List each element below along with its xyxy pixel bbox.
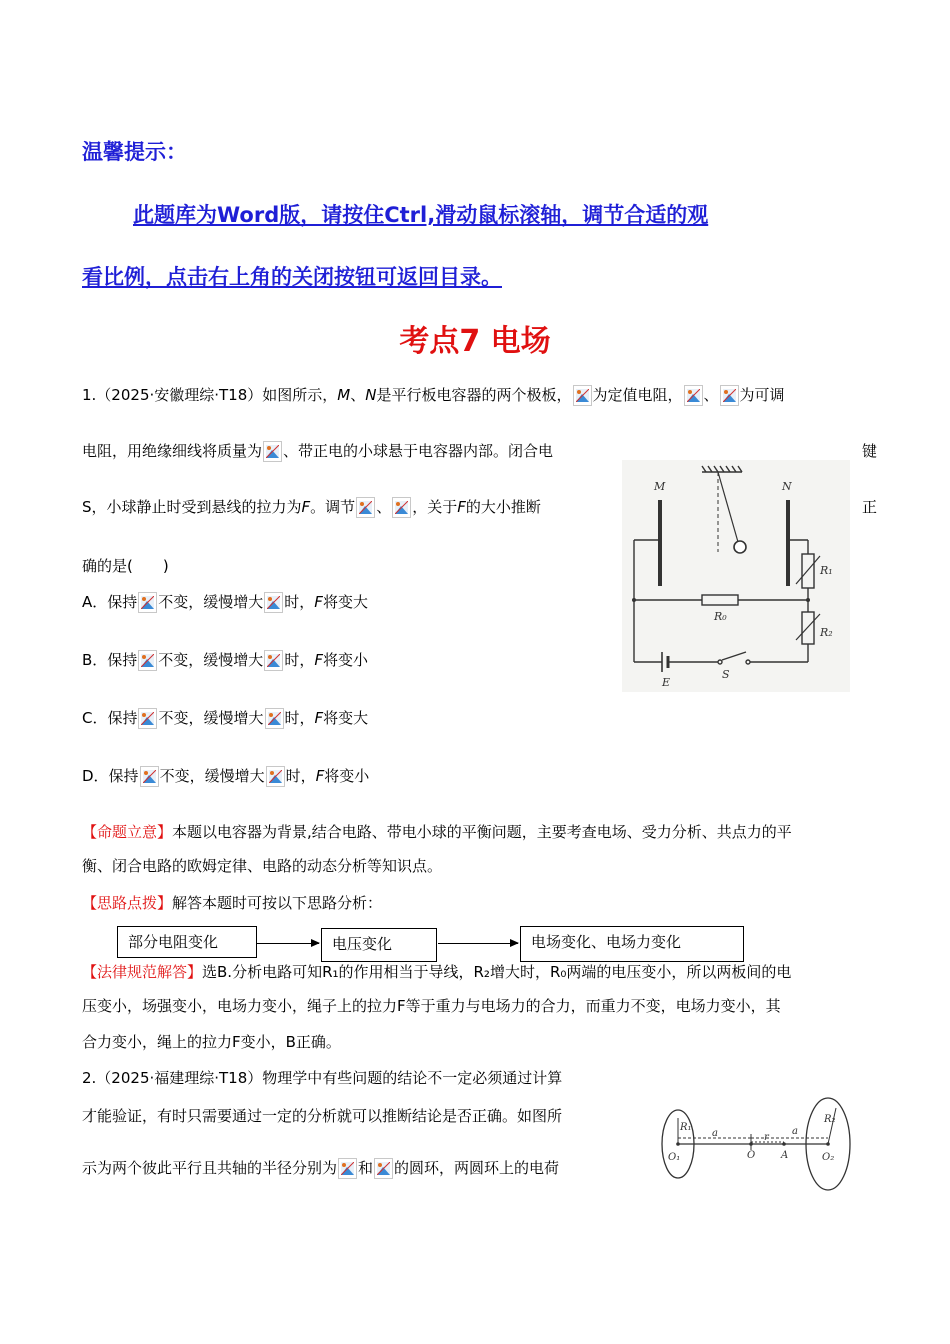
hint-line: 【思路点拨】解答本题时可按以下思路分析： [82,894,383,912]
image-placeholder-icon [138,708,157,729]
image-placeholder-icon [264,650,283,671]
image-placeholder-icon [266,766,285,787]
image-placeholder-icon [573,385,592,406]
label-r: r [764,1132,769,1143]
label-a-left: a [712,1128,718,1139]
q1-line-2: 电阻，用绝缘细线将质量为 、带正电的小球悬于电容器内部。闭合电 [82,442,554,460]
image-placeholder-icon [720,385,739,406]
label-r1: R₁ [820,564,833,577]
label-n: N [782,480,792,493]
option-c[interactable]: C．保持 不变，缓慢增大 时，F将变大 [82,709,369,727]
intent-line-1: 【命题立意】本题以电容器为背景,结合电路、带电小球的平衡问题，主要考查电场、受力分析、共点力的平 [82,823,792,841]
q1-line-4: 确的是( ) [82,557,169,575]
option-a[interactable]: A．保持 不变，缓慢增大 时，F将变大 [82,593,368,611]
label-r2: R₂ [824,1114,836,1125]
answer-line-1: 【法律规范解答】选B.分析电路可知R₁的作用相当于导线，R₂增大时，R₀两端的电压变小，所以两板间的电 [82,963,792,981]
label-s: S [722,668,730,681]
label-e: E [662,676,671,689]
q1-line-2-end: 键 [862,442,878,460]
image-placeholder-icon [138,592,157,613]
image-placeholder-icon [374,1158,393,1179]
option-b[interactable]: B．保持 不变，缓慢增大 时，F将变小 [82,651,368,669]
label-m: M [654,480,666,493]
q2-line-2: 才能验证，有时只需要通过一定的分析就可以推断结论是否正确。如图所 [82,1107,563,1125]
flow-box-field: 电场变化、电场力变化 [520,926,744,962]
flow-arrow-icon [257,943,319,944]
image-placeholder-icon [338,1158,357,1179]
image-placeholder-icon [356,497,375,518]
flow-arrow-icon [438,943,518,944]
intent-line-2: 衡、闭合电路的欧姆定律、电路的动态分析等知识点。 [82,857,443,875]
q2-line-3: 示为两个彼此平行且共轴的半径分别为 和 的圆环，两圆环上的电荷 [82,1159,560,1177]
q2-line-1: 2.（2025·福建理综·T18）物理学中有些问题的结论不一定必须通过计算 [82,1069,563,1087]
image-placeholder-icon [264,592,283,613]
notice-line-2[interactable]: 看比例，点击右上角的关闭按钮可返回目录。 [82,265,502,289]
answer-line-3: 合力变小，绳上的拉力F变小，B正确。 [82,1033,341,1051]
answer-line-2: 压变小，场强变小，电场力变小，绳子上的拉力F等于重力与电场力的合力，而重力不变，电场力变小，其 [82,997,781,1015]
q1-line-3-end: 正 [862,498,878,516]
label-o2: O₂ [822,1152,835,1163]
label-r0: R₀ [714,610,727,623]
q1-line-1: 1.（2025·安徽理综·T18）如图所示，M、N是平行板电容器的两个极板， 为定值电阻， 、 为可调 [82,386,785,404]
image-placeholder-icon [265,708,284,729]
label-a-point: A [781,1150,789,1161]
flow-box-resistance: 部分电阻变化 [117,926,257,958]
label-o1: O₁ [668,1152,681,1163]
document-title: 考点7 电场 [399,324,551,359]
label-r2: R₂ [820,626,833,639]
image-placeholder-icon [138,650,157,671]
capacitor-circuit-figure [622,460,850,692]
image-placeholder-icon [140,766,159,787]
notice-line-1[interactable]: 此题库为Word版，请按住Ctrl,滑动鼠标滚轴，调节合适的观 [133,203,709,227]
option-d[interactable]: D．保持 不变，缓慢增大 时，F将变小 [82,767,370,785]
image-placeholder-icon [263,441,282,462]
flow-box-voltage: 电压变化 [321,928,437,962]
image-placeholder-icon [392,497,411,518]
q1-line-3: S，小球静止时受到悬线的拉力为F。调节 、 ，关于F的大小推断 [82,498,541,516]
notice-title: 温馨提示： [82,140,187,164]
image-placeholder-icon [684,385,703,406]
label-a-right: a [792,1126,798,1137]
label-o: O [747,1150,756,1161]
label-r1: R₁ [680,1122,692,1133]
coaxial-rings-figure [656,1094,856,1194]
